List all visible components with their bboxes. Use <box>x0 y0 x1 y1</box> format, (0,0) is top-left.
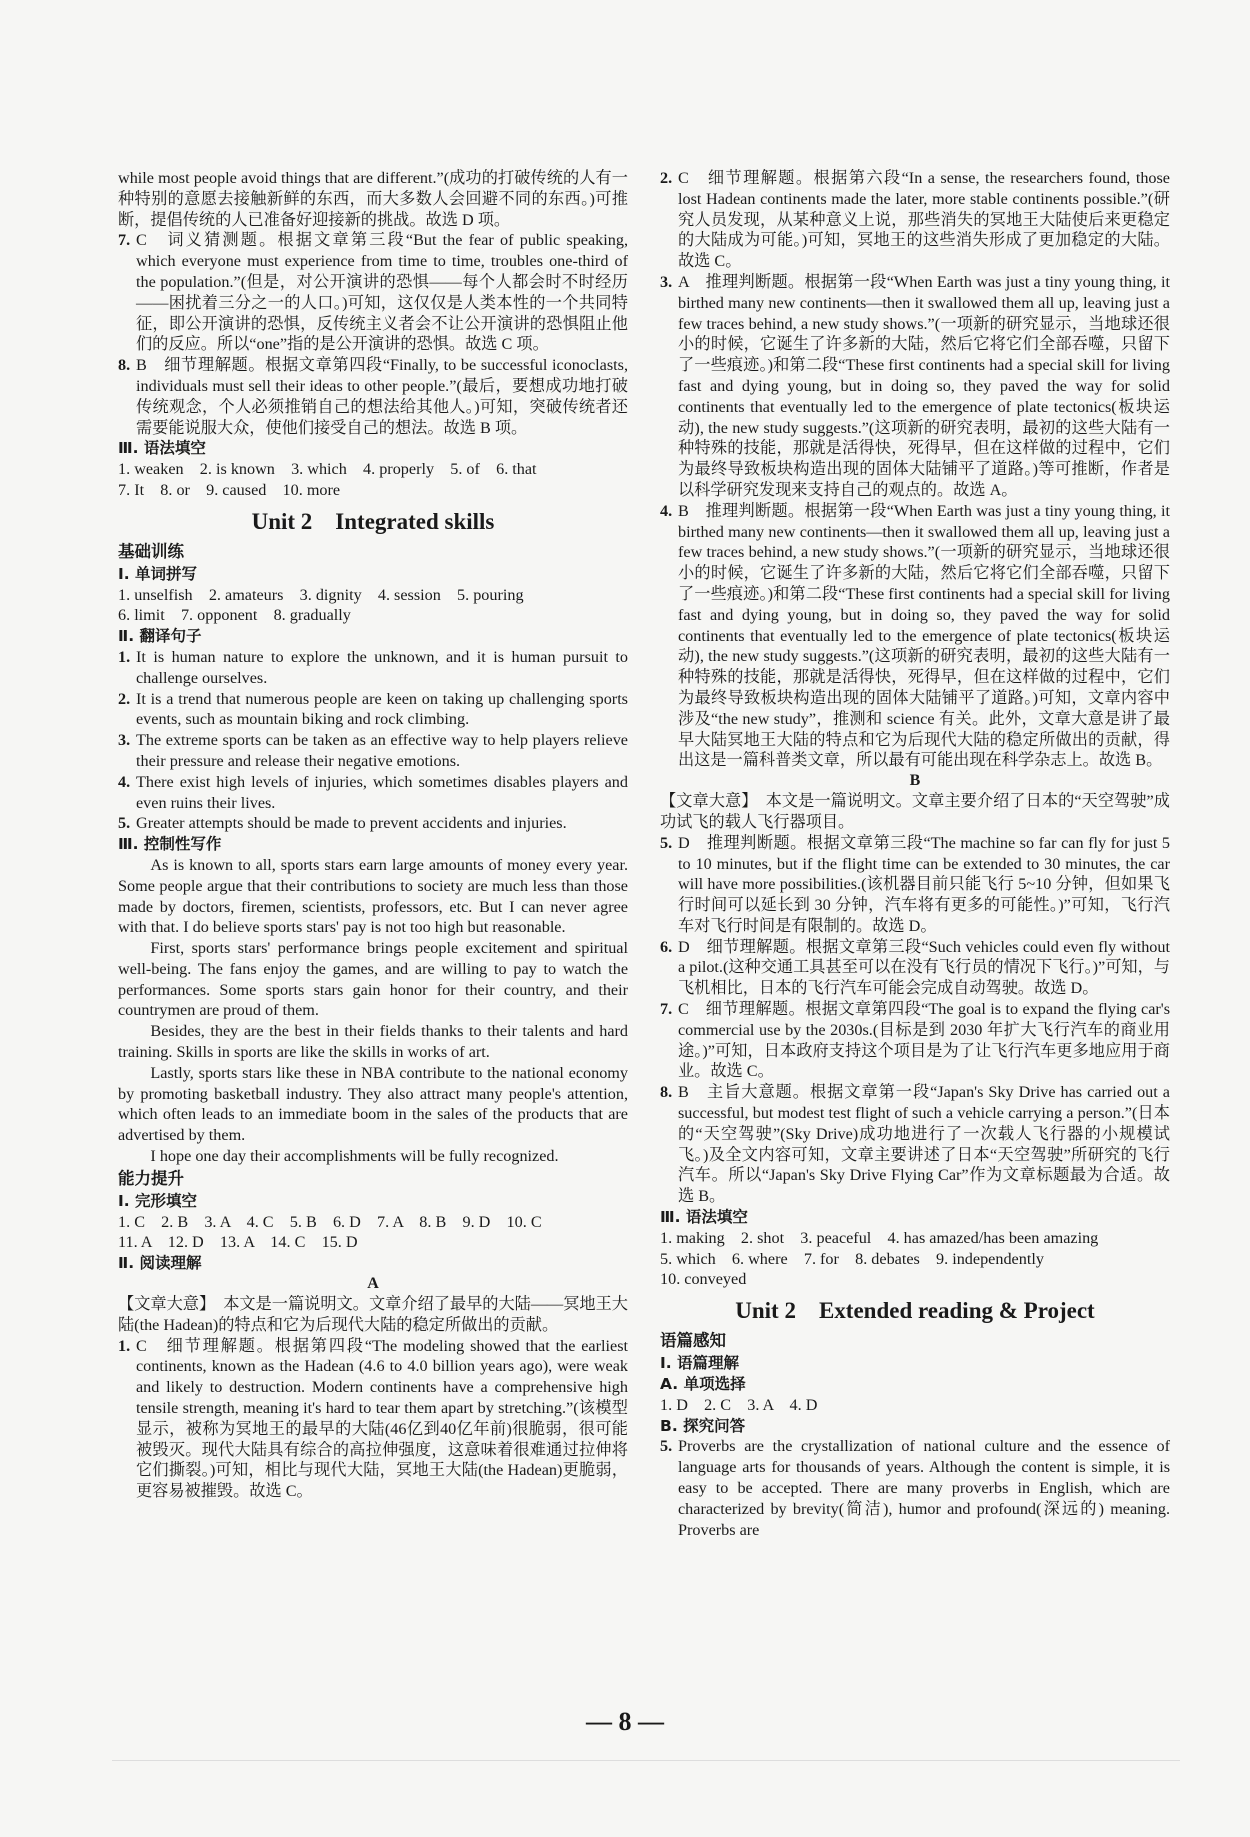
answer-7: 7. C 词义猜测题。根据文章第三段“But the fear of public speaking, which everyone must experience from time to time, troubles one-third of the population.”(但是，对公开演讲的恐惧——每个人都会时不时经历——困扰着三分之一的人口。)可知，这仅仅是人类本性的一个共同特征，即公开演讲的恐惧，反传统主义者会不让公开演讲的恐惧阻止他们的反应。所以“one”指的是公开演讲的恐惧。故选 C 项。 <box>118 231 628 354</box>
multiple-choice-answers: 1. D 2. C 3. A 4. D <box>660 1395 818 1414</box>
answer-8: 8. B 细节理解题。根据文章第四段“Finally, to be successful iconoclasts, individuals must sell their ideas to other people.”(最后，要想成功地打破传统观念，个人必须推销自己的想法给其他人。)可知，突破传统者还需要能说服大众，使他们接受自己的想法。故选 B 项。 <box>118 356 628 437</box>
passage-a-label: A <box>367 1275 379 1293</box>
perception-heading: 语篇感知 <box>660 1331 726 1351</box>
cloze-heading: Ⅰ. 完形填空 <box>118 1191 198 1210</box>
unit-title-integrated-skills: Unit 2 Integrated skills <box>251 508 495 534</box>
word-answers-1: 1. unselfish 2. amateurs 3. dignity 4. session 5. pouring <box>118 585 524 604</box>
grammar-heading-2: Ⅲ. 语法填空 <box>660 1208 748 1227</box>
translation-heading: Ⅱ. 翻译句子 <box>118 627 202 646</box>
translation-5: 5. Greater attempts should be made to prevent accidents and injuries. <box>118 814 567 833</box>
reading-heading: Ⅱ. 阅读理解 <box>118 1254 202 1273</box>
passage-b-summary: 【文章大意】 本文是一篇说明文。文章主要介绍了日本的“天空驾驶”成功试飞的载人飞行器项目。 <box>660 792 1170 831</box>
grammar2-answers-2: 5. which 6. where 7. for 8. debates 9. independently <box>660 1249 1044 1268</box>
comprehension-heading: Ⅰ. 语篇理解 <box>660 1354 740 1373</box>
page-number: — 8 — <box>586 1707 664 1736</box>
grammar-answers-2: 7. It 8. or 9. caused 10. more <box>118 480 341 499</box>
reading-a-4: 4. B 推理判断题。根据第一段“When Earth was just a tiny young thing, it birthed many new continents—then it swallowed them all up, leaving just a few traces behind, a new study shows.”(一项新的研究显示，当地球还很小的时候，它诞生了许多新的大陆，然后它将它们全部吞噬，只留下了一些痕迹。)和第二段“These first continents had a special skill for living fast and dying young, but in doing so, they paved the way for solid continents that eventually led to the emergence of plate tectonics(板块运动), the new study suggests.”(这项新的研究表明，最初的这些大陆有一种特殊的技能，那就是活得快，死得早，但在这样做的过程中，它们为最终导致板块构造出现的固体大陆铺平了道路。)可知，文章内容中涉及“the new study”，推测和 science 有关。此外，文章大意是讲了最早大陆冥地王大陆的特点和它为后现代大陆的稳定所做出的贡献，得出这是一篇科普类文章，所以最有可能出现在科学杂志上。故选 B。 <box>660 501 1170 770</box>
reading-b-5: 5. D 推理判断题。根据文章第三段“The machine so far can fly for just 5 to 10 minutes, but if the flight time can be extended to 30 minutes, the car will have more possibilities.(该机器目前只能飞行 5~10 分钟，但如果飞行时间可以延长到 30 分钟，汽车将有更多的可能性。)”可知，飞行汽车对飞行时间是有限制的。故选 D。 <box>660 833 1170 935</box>
grammar-heading: Ⅲ. 语法填空 <box>118 439 206 458</box>
grammar2-answers-1: 1. making 2. shot 3. peaceful 4. has amazed/has been amazing <box>660 1228 1099 1247</box>
answer-page <box>112 168 1180 1748</box>
reading-a-3: 3. A 推理判断题。根据第一段“When Earth was just a tiny young thing, it birthed many new continents—then it swallowed them all up, leaving just a few traces behind, a new study shows.”(一项新的研究显示，当地球还很小的时候，它诞生了许多新的大陆，然后它将它们全部吞噬，只留下了一些痕迹。)和第二段“These first continents had a special skill for living fast and dying young, but in doing so, they paved the way for solid continents that eventually led to the emergence of plate tectonics(板块运动), the new study suggests.”(这项新的研究表明，最初的这些大陆有一种特殊的技能，那就是活得快，死得早，但在这样做的过程中，它们为最终导致板块构造出现的固体大陆铺平了道路。)等可推断，作者是以科学研究发现来支持自己的观点的。故选 A。 <box>660 272 1170 499</box>
ability-heading: 能力提升 <box>118 1168 184 1188</box>
passage-a-summary: 【文章大意】 本文是一篇说明文。文章介绍了最早的大陆——冥地王大陆(the Hadean)的特点和它为后现代大陆的稳定所做出的贡献。 <box>118 1295 628 1334</box>
right-column <box>660 168 1170 1540</box>
unit-title-extended-reading: Unit 2 Extended reading & Project <box>735 1298 1095 1324</box>
multiple-choice-heading: A. 单项选择 <box>660 1375 746 1394</box>
essay-paragraph-2: First, sports stars' performance brings people excitement and spiritual well-being. The fans enjoy the games, and are willing to pay to watch the performances. Some sports stars gain honor for their country, and their countrymen are proud of them. <box>118 939 628 1020</box>
grammar2-answers-3: 10. conveyed <box>660 1270 747 1289</box>
explore-heading: B. 探究问答 <box>660 1416 746 1435</box>
left-column <box>118 168 628 1502</box>
reading-a-2: 2. C 细节理解题。根据第六段“In a sense, the researchers found, those lost Hadean continents made the later, more stable continents possible.”(研究人员发现，从某种意义上说，那些消失的冥地王大陆使后来更稳定的大陆成为可能。)可知，冥地王的这些消失形成了更加稳定的大陆。故选 C。 <box>660 169 1170 271</box>
translation-3: 3. The extreme sports can be taken as an effective way to help players relieve their pressure and release their negative emotions. <box>118 731 628 770</box>
grammar-answers-1: 1. weaken 2. is known 3. which 4. properly 5. of 6. that <box>118 460 537 479</box>
essay-paragraph-3: Besides, they are the best in their fields thanks to their talents and hard training. Skills in sports are like the skills in works of art. <box>118 1022 628 1062</box>
essay-paragraph-1: As is known to all, sports stars earn large amounts of money every year. Some people argue that their contributions to society are much less than those made by doctors, firemen, scientists, professors, etc. But I can never agree with that. I do believe sports stars' pay is not too high but reasonable. <box>118 855 628 937</box>
basic-training-heading: 基础训练 <box>118 541 184 561</box>
cloze-answers-2: 11. A 12. D 13. A 14. C 15. D <box>118 1233 358 1252</box>
cloze-answers-1: 1. C 2. B 3. A 4. C 5. B 6. D 7. A 8. B 9. D 10. C <box>118 1212 542 1231</box>
reading-b-6: 6. D 细节理解题。根据文章第三段“Such vehicles could even fly without a pilot.(这种交通工具甚至可以在没有飞行员的情况下飞行。)”可知，与飞机相比，日本的飞行汽车可能会完成自动驾驶。故选 D。 <box>660 937 1170 998</box>
answer-6-continued: while most people avoid things that are different.”(成功的打破传统的人有一种特别的意愿去接触新鲜的东西，而大多数人会回避不同的东西。)可推断，提倡传统的人已准备好迎接新的挑战。故选 D 项。 <box>118 169 628 229</box>
passage-b-label: B <box>909 772 921 790</box>
reading-b-7: 7. C 细节理解题。根据文章第四段“The goal is to expand the flying car's commercial use by the 2030s.(目标是到 2030 年扩大飞行汽车的商业用途。)”可知，日本政府支持这个项目是为了让飞行汽车更多地应用于商业。故选 C。 <box>660 1000 1170 1081</box>
bottom-divider <box>112 1760 1180 1761</box>
writing-heading: Ⅲ. 控制性写作 <box>118 835 222 854</box>
word-spelling-heading: Ⅰ. 单词拼写 <box>118 564 198 583</box>
reading-a-1: 1. C 细节理解题。根据第四段“The modeling showed that the earliest continents, known as the Hadean (4.6 to 4.0 billion years ago), were weak and likely to destruction. Modern continents have a comprehensive high tensile strength, meaning it's hard to tear them apart by stretching.”(该模型显示，被称为冥地王的最早的大陆(46亿到40亿年前)很脆弱，很可能被毁灭。现代大陆具有综合的高拉伸强度，这意味着很难通过拉伸将它们撕裂。)可知，相比与现代大陆，冥地王大陆(the Hadean)更脆弱，更容易被摧毁。故选 C。 <box>118 1336 628 1501</box>
essay-paragraph-5: I hope one day their accomplishments will be fully recognized. <box>150 1147 559 1166</box>
explore-answer-5: 5. Proverbs are the crystallization of national culture and the essence of language arts for thousands of years. Although the content is simple, it is easy to be accepted. There are many proverbs in English, which are characterized by brevity(简洁), humor and profound(深远的) meaning. Proverbs are <box>660 1437 1170 1539</box>
translation-4: 4. There exist high levels of injuries, which sometimes disables players and even ruins their lives. <box>118 772 628 812</box>
reading-b-8: 8. B 主旨大意题。根据文章第一段“Japan's Sky Drive has carried out a successful, but modest test flight of such a vehicle carrying a person.”(日本的“天空驾驶”(Sky Drive)成功地进行了一次载人飞行器的小规模试飞。)及全文内容可知，文章主要讲述了日本“天空驾驶”所研究的飞行汽车。所以“Japan's Sky Drive Flying Car”作为文章标题最为合适。故选 B。 <box>660 1083 1170 1206</box>
translation-2: 2. It is a trend that numerous people are keen on taking up challenging sports events, such as mountain biking and rock climbing. <box>118 689 628 729</box>
word-answers-2: 6. limit 7. opponent 8. gradually <box>118 606 351 625</box>
translation-1: 1. It is human nature to explore the unknown, and it is human pursuit to challenge ourselves. <box>118 647 628 687</box>
essay-paragraph-4: Lastly, sports stars like these in NBA contribute to the national economy by promoting basketball industry. They also attract many people's attention, which often leads to an immediate boom in the sales of the products that are advertised by them. <box>118 1063 628 1145</box>
